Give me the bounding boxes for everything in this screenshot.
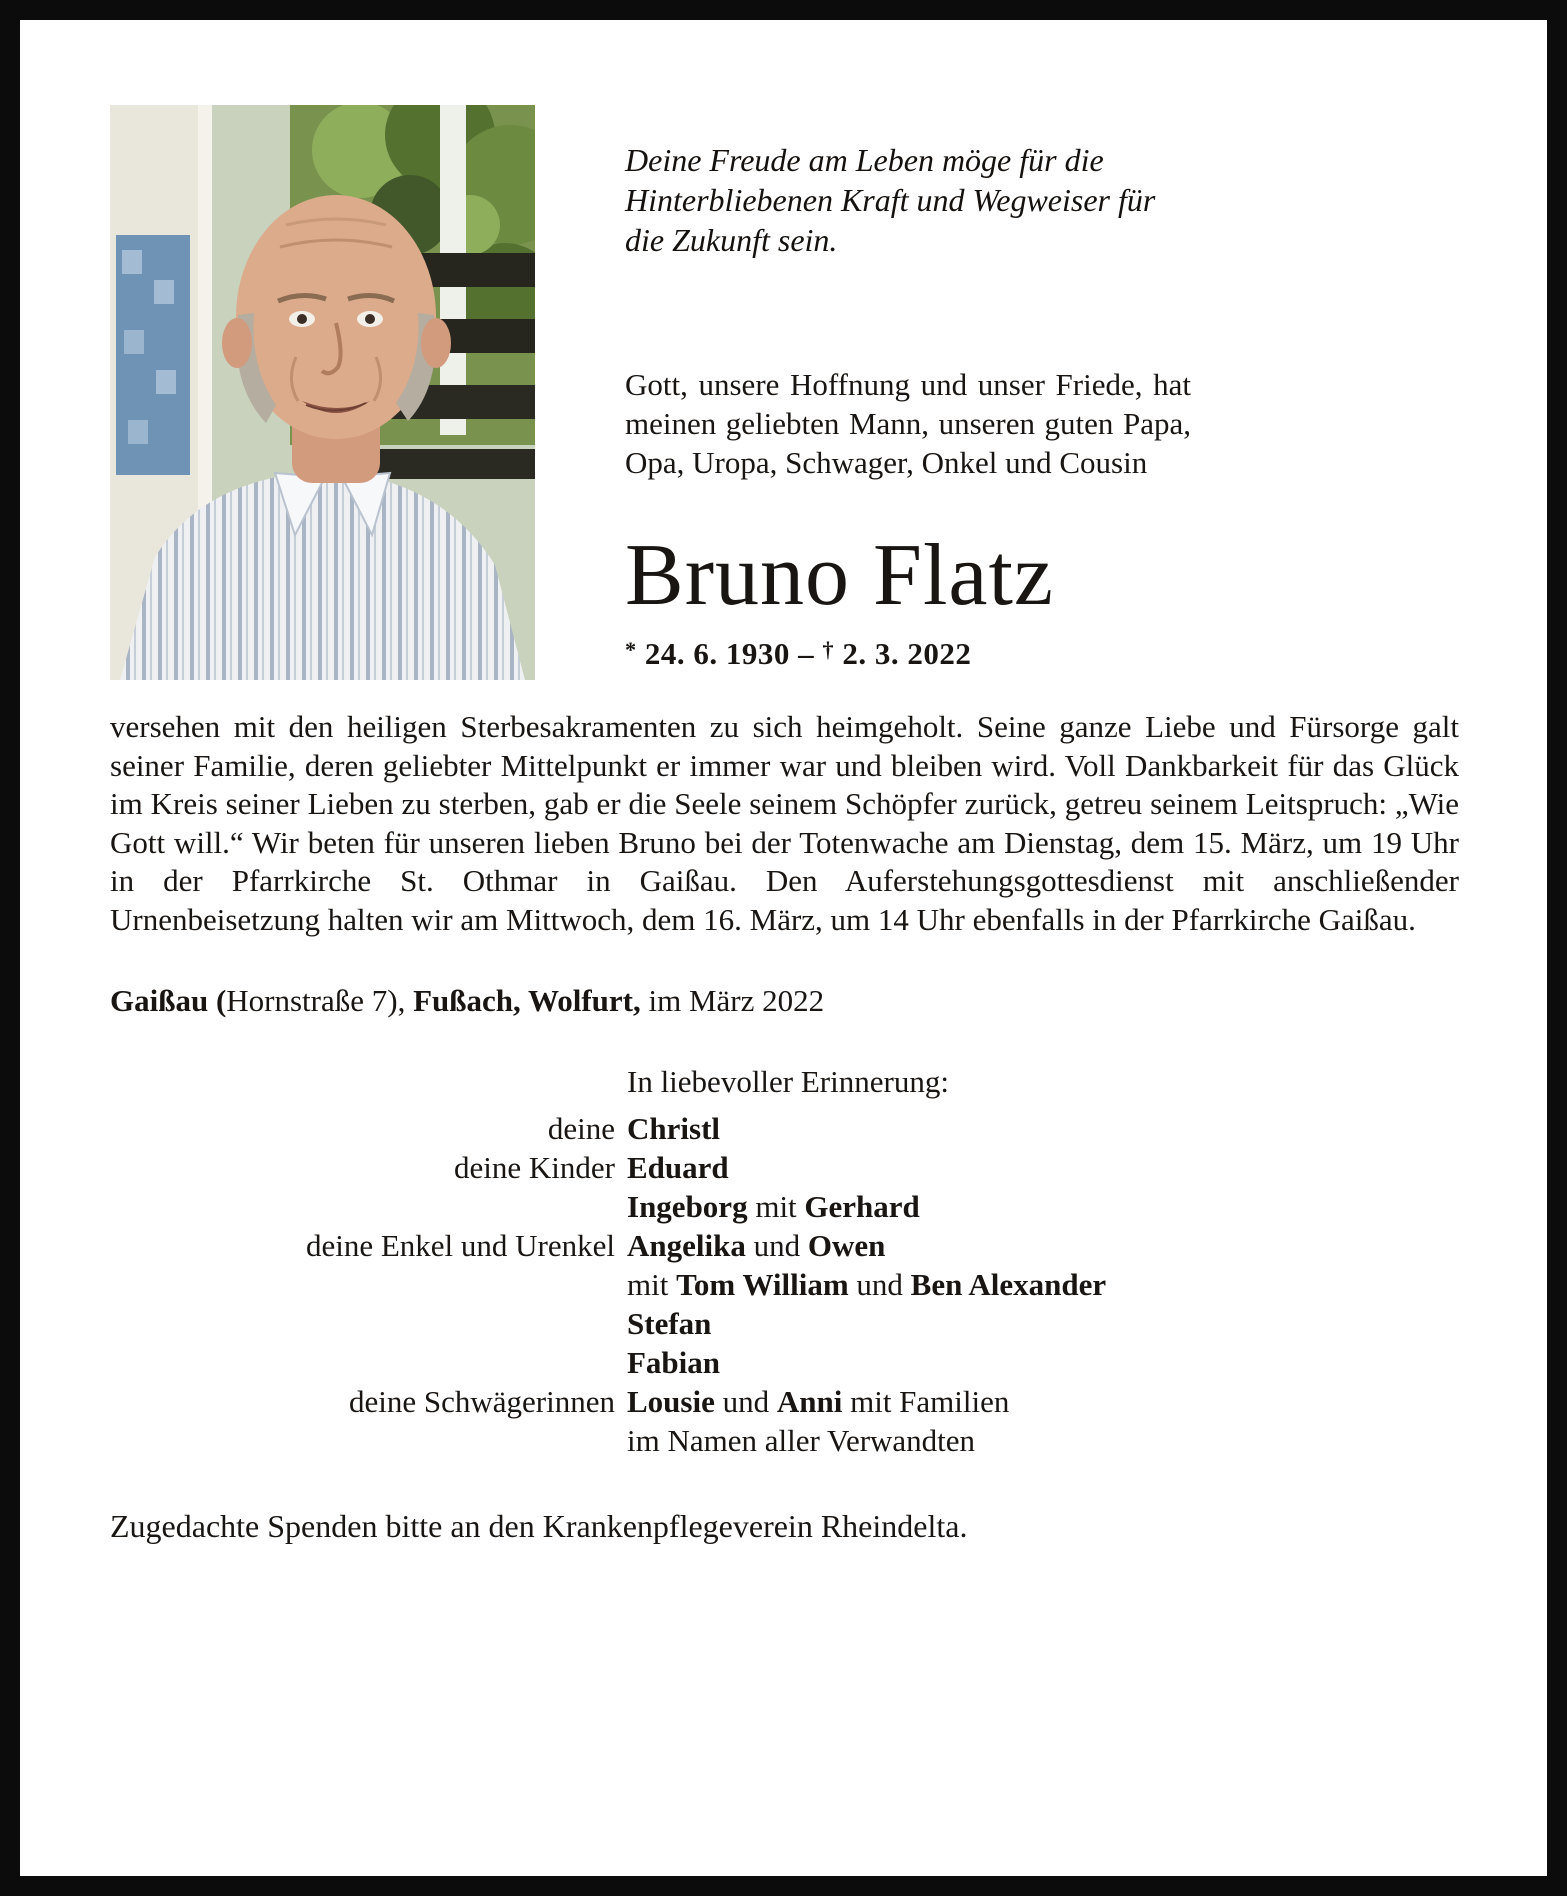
- mourner-relation: [110, 1304, 615, 1343]
- dateline-street: Hornstraße 7),: [226, 983, 414, 1018]
- mourner-names: im Namen aller Verwandten: [627, 1423, 976, 1458]
- birth-date: 24. 6. 1930: [644, 636, 790, 671]
- intro-text: Gott, unsere Hoffnung und unser Friede, hat meinen geliebten Mann, unseren guten Papa, Opa, Uropa, Schwager, Onkel und Cousin: [625, 367, 1191, 480]
- donation-note: Zugedachte Spenden bitte an den Krankenpflegeverein Rheindelta.: [110, 1508, 968, 1544]
- mourner-row: [110, 1148, 1459, 1187]
- mourner-row: [110, 1343, 1459, 1382]
- portrait-illustration: [110, 105, 535, 680]
- birth-symbol: *: [625, 636, 637, 662]
- mourner-names: Christl: [627, 1111, 720, 1146]
- mourner-row: [110, 1226, 1459, 1265]
- mourner-row: [110, 1265, 1459, 1304]
- mourner-row: [110, 1421, 1459, 1460]
- remembrance-title: In liebevoller Erinnerung:: [627, 1064, 949, 1099]
- mourner-relation: deine Schwägerinnen: [349, 1384, 615, 1419]
- dates-separator: –: [798, 636, 815, 671]
- mourner-row: [110, 1187, 1459, 1226]
- mourner-names: Fabian: [627, 1345, 721, 1380]
- mourner-relation: [110, 1187, 615, 1226]
- top-section: [110, 105, 1459, 680]
- memorial-quote: Deine Freude am Leben möge für die Hinterbliebenen Kraft und Wegweiser für die Zukunft sein.: [625, 142, 1156, 258]
- right-column: [625, 105, 1459, 672]
- mourner-relation: deine: [547, 1111, 615, 1146]
- dateline: [110, 981, 1459, 1020]
- mourner-relation: deine Kinder: [454, 1150, 615, 1185]
- mourner-relation: deine Enkel und Urenkel: [305, 1228, 615, 1263]
- mourner-row: [110, 1304, 1459, 1343]
- mourner-row: [110, 1382, 1459, 1421]
- obituary-body: versehen mit den heiligen Sterbesakramenten zu sich heimgeholt. Seine ganze Liebe und Fürsorge galt seiner Familie, deren geliebter Mittelpunkt er immer war und bleiben wird. Voll Dankbarkeit für das Glück im Kreis seiner Lieben zu sterben, gab er die Seele seinem Schöpfer zurück, getreu seinem Leitspruch: „Wie Gott will.“ Wir beten für unseren lieben Bruno bei der Totenwache am Dienstag, dem 15. März, um 19 Uhr in der Pfarrkirche St. Othmar in Gaißau. Den Auferstehungsgottesdienst mit anschließender Urnenbeisetzung halten wir am Mittwoch, dem 16. März, um 14 Uhr ebenfalls in der Pfarrkirche Gaißau.: [110, 709, 1459, 937]
- mourner-names: Eduard: [627, 1150, 729, 1185]
- mourner-names: Lousie und Anni mit Familien: [627, 1384, 1010, 1419]
- deceased-name: Bruno Flatz: [625, 527, 1054, 624]
- mourner-relation: [110, 1265, 615, 1304]
- portrait-photo: [110, 105, 535, 680]
- mourner-names: mit Tom William und Ben Alexander: [627, 1267, 1107, 1302]
- dateline-town: Gaißau (: [110, 983, 227, 1018]
- dateline-date: im März 2022: [640, 983, 825, 1018]
- mourner-names: Stefan: [627, 1306, 712, 1341]
- dateline-places: Fußach, Wolfurt,: [413, 983, 641, 1018]
- mourner-relation: [110, 1343, 615, 1382]
- death-date: 2. 3. 2022: [842, 636, 972, 671]
- mourner-relation: [110, 1421, 615, 1460]
- mourners-list: [110, 1109, 1459, 1460]
- mourner-row: [110, 1109, 1459, 1148]
- life-dates: [625, 636, 1459, 672]
- mourner-names: Angelika und Owen: [627, 1228, 886, 1263]
- mourner-names: Ingeborg mit Gerhard: [627, 1189, 920, 1224]
- death-symbol: †: [822, 636, 835, 662]
